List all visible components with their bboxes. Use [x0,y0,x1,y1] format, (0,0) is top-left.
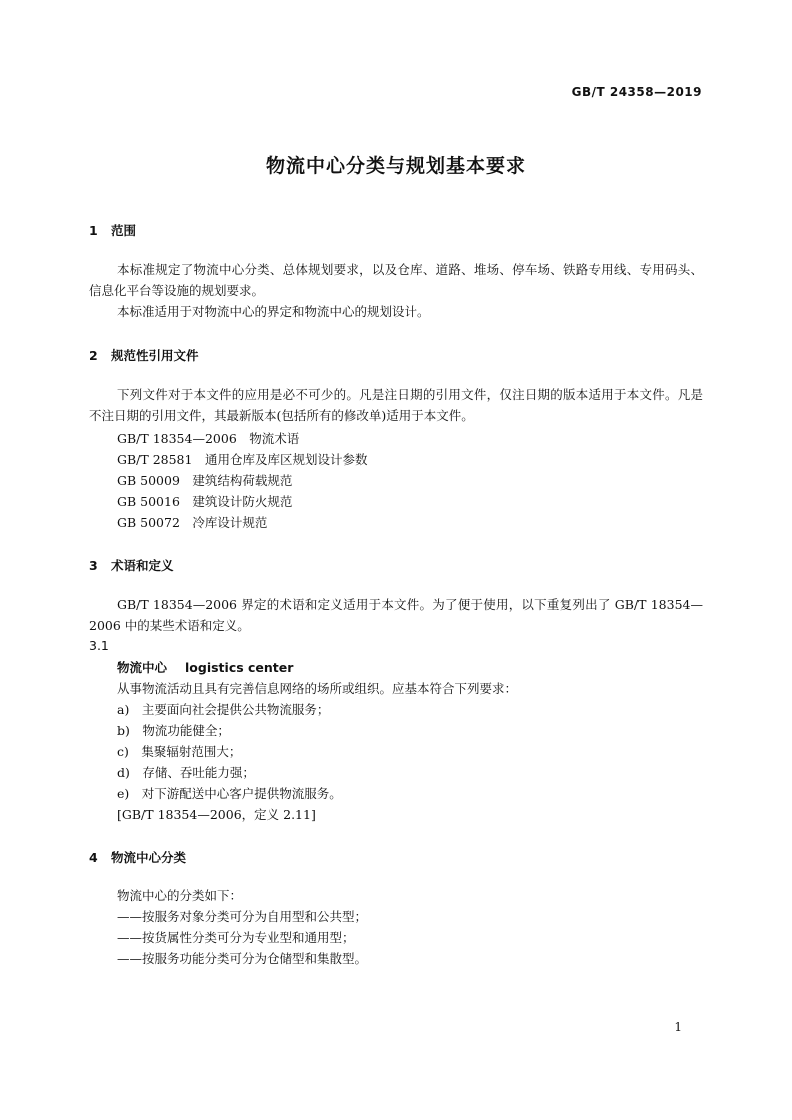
term-chinese: 物流中心 [117,660,168,675]
scope-paragraph-2: 本标准适用于对物流中心的界定和物流中心的规划设计。 [117,304,430,319]
term-entry [117,658,293,676]
section-number: 4 [89,850,98,865]
definition-list-item: c) 集聚辐射范围大； [117,744,242,759]
section-heading-classification [89,848,186,866]
section-title: 术语和定义 [111,558,174,573]
section-heading-normative-references [89,346,199,364]
reference-item: GB 50009 建筑结构荷载规范 [117,473,293,488]
references-paragraph: 下列文件对于本文件的应用是必不可少的。凡是注日期的引用文件，仅注日期的版本适用于本文件。凡是不注日期的引用文件，其最新版本(包括所有的修改单)适用于本文件。 [89,387,703,423]
classification-item: ——按货属性分类可分为专业型和通用型； [117,930,355,945]
classification-item: ——按服务功能分类可分为仓储型和集散型。 [117,951,368,966]
section-number: 1 [89,223,98,238]
terms-paragraph: GB/T 18354—2006 界定的术语和定义适用于本文件。为了便于使用，以下重复列出了 GB/T 18354—2006 中的某些术语和定义。 [89,597,703,633]
section-title: 物流中心分类 [111,850,187,865]
definition-list-item: b) 物流功能健全； [117,723,230,738]
term-number: 3.1 [89,638,109,653]
section-number: 3 [89,558,98,573]
classification-intro: 物流中心的分类如下： [117,888,243,903]
reference-item: GB/T 28581 通用仓库及库区规划设计参数 [117,452,368,467]
reference-item: GB/T 18354—2006 物流术语 [117,431,300,446]
definition-list-item: a) 主要面向社会提供公共物流服务； [117,702,330,717]
section-heading-terms [89,556,174,574]
document-title: 物流中心分类与规划基本要求 [265,155,526,177]
scope-paragraph-1: 本标准规定了物流中心分类、总体规划要求，以及仓库、道路、堆场、停车场、铁路专用线、专用码头、信息化平台等设施的规划要求。 [89,262,703,298]
classification-item: ——按服务对象分类可分为自用型和公共型； [117,909,368,924]
standard-number: GB/T 24358—2019 [571,85,702,99]
page-number: 1 [674,1020,682,1034]
definition-list-item: d) 存储、吞吐能力强； [117,765,255,780]
section-title: 规范性引用文件 [111,348,199,363]
section-number: 2 [89,348,98,363]
term-definition: 从事物流活动且具有完善信息网络的场所或组织。应基本符合下列要求： [117,681,518,696]
definition-list-item: e) 对下游配送中心客户提供物流服务。 [117,786,342,801]
term-source: [GB/T 18354—2006，定义 2.11] [117,807,316,822]
term-english: logistics center [185,660,294,675]
reference-item: GB 50016 建筑设计防火规范 [117,494,293,509]
reference-item: GB 50072 冷库设计规范 [117,515,268,530]
section-heading-scope [89,221,136,239]
section-title: 范围 [111,223,137,238]
